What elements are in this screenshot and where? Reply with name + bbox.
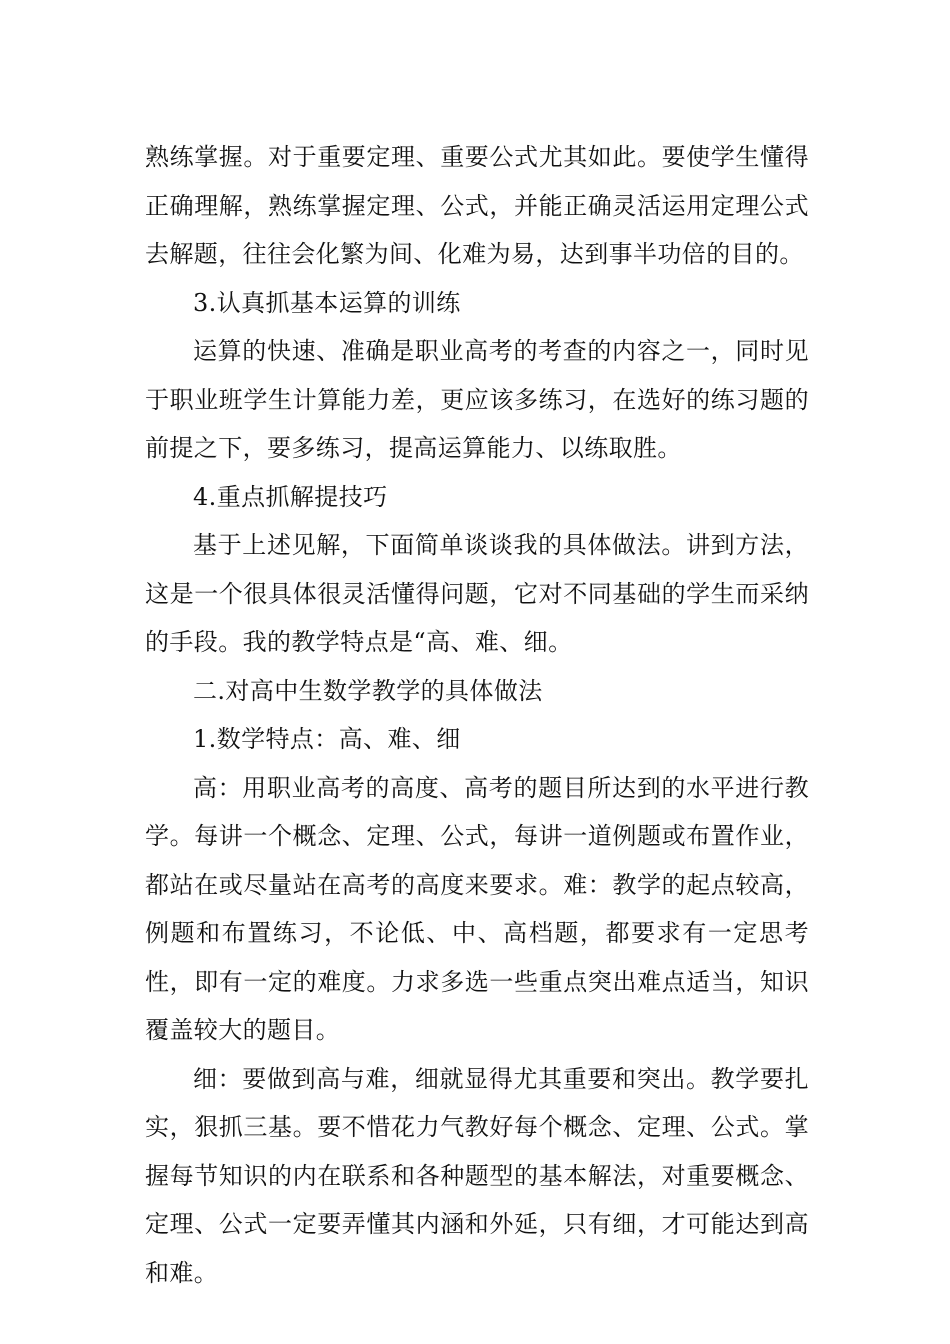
section-heading: 1.数学特点：高、难、细 <box>193 725 461 753</box>
paragraph: 高：用职业高考的高度、高考的题目所达到的水平进行教学。每讲一个概念、定理、公式，每讲一道例题或布置作业，都站在或尽量站在高考的高度来要求。难：教学的起点较高，例题和布置练习，不论低、中、高档题，都要求有一定思考性，即有一定的难度。力求多选一些重点突出难点适当，知识覆盖较大的题目。 <box>145 773 809 1044</box>
paragraph: 细：要做到高与难，细就显得尤其重要和突出。教学要扎实，狠抓三基。要不惜花力气教好每个概念、定理、公式。掌握每节知识的内在联系和各种题型的基本解法，对重要概念、定理、公式一定要弄懂其内涵和外延，只有细，才可能达到高和难。 <box>145 1064 809 1287</box>
document-body <box>145 133 809 1297</box>
paragraph: 运算的快速、准确是职业高考的考查的内容之一，同时见于职业班学生计算能力差，更应该多练习，在选好的练习题的前提之下，要多练习，提高运算能力、以练取胜。 <box>145 337 809 462</box>
section-heading: 二.对高中生数学教学的具体做法 <box>193 676 543 705</box>
paragraph: 基于上述见解，下面简单谈谈我的具体做法。讲到方法，这是一个很具体很灵活懂得问题，它对不同基础的学生而采纳的手段。我的教学特点是“高、难、细。 <box>145 531 809 656</box>
paragraph: 熟练掌握。对于重要定理、重要公式尤其如此。要使学生懂得正确理解，熟练掌握定理、公式，并能正确灵活运用定理公式去解题，往往会化繁为间、化难为易，达到事半功倍的目的。 <box>145 143 809 268</box>
section-heading: 3.认真抓基本运算的训练 <box>193 288 461 317</box>
section-heading: 4.重点抓解提技巧 <box>193 482 388 511</box>
